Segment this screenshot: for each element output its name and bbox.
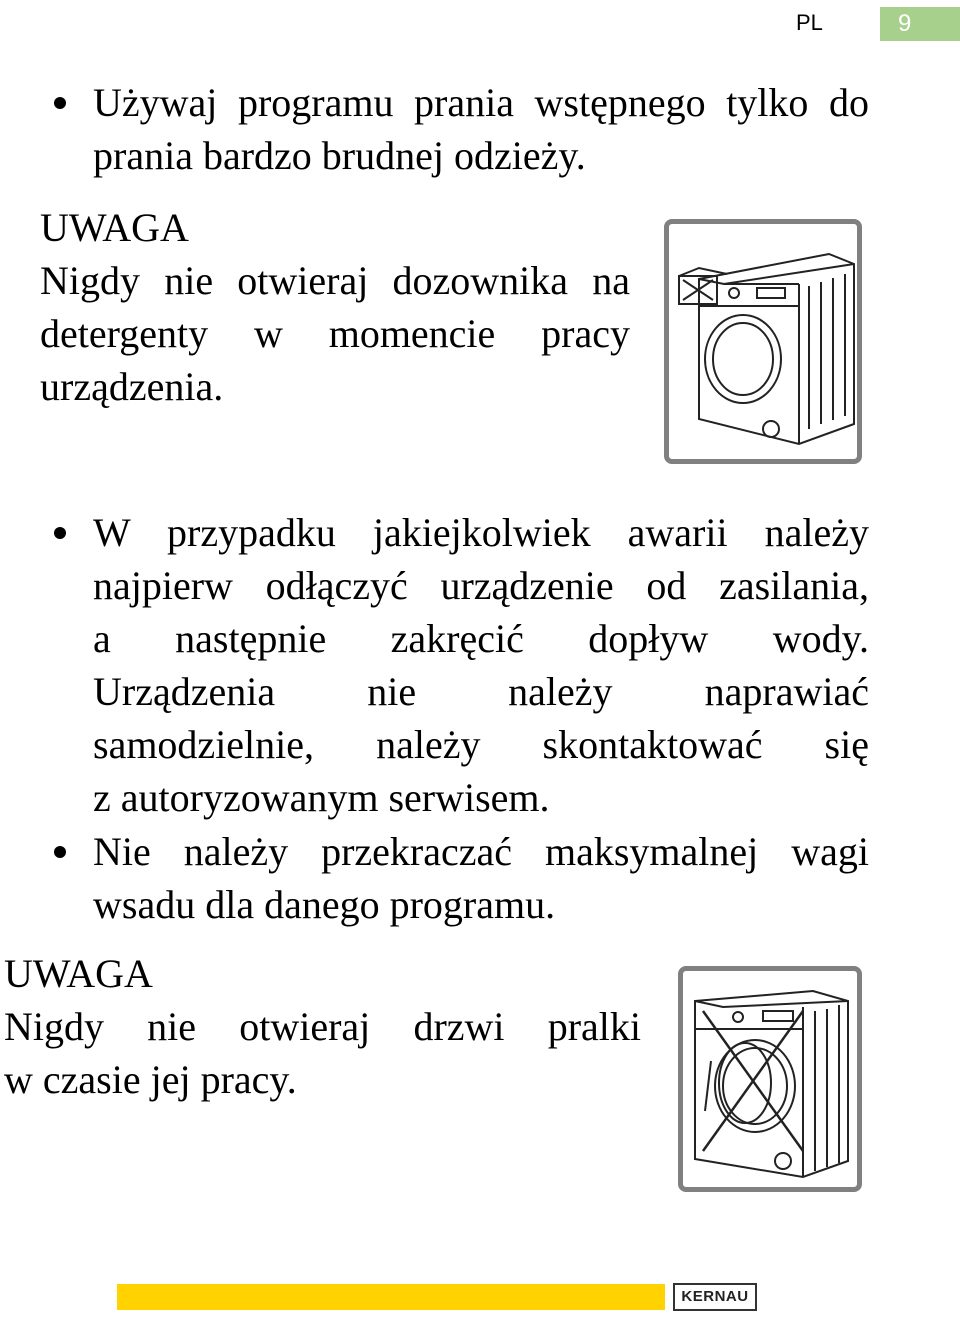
detergent-drawer-illustration [664, 219, 862, 464]
bullet2-line5: samodzielnie, należy skontaktować się [93, 722, 869, 767]
page-number: 9 [880, 7, 960, 41]
note1-title: UWAGA [40, 205, 189, 250]
washing-machine-detergent-drawer-crossed-icon [669, 224, 857, 459]
bullet1-line1: Używaj programu prania wstępnego tylko do [93, 80, 869, 125]
bullet2-line1: W przypadku jakiejkolwiek awarii należy [93, 510, 869, 555]
note1-line1: Nigdy nie otwieraj dozownika na [40, 258, 630, 303]
note2-line1: Nigdy nie otwieraj drzwi pralki [4, 1004, 641, 1049]
bullet-dot [54, 527, 66, 539]
note2-title: UWAGA [4, 951, 153, 996]
bullet-dot [54, 846, 66, 858]
bullet-dot [54, 97, 66, 109]
bullet3-line1: Nie należy przekraczać maksymalnej wagi [93, 829, 869, 874]
door-illustration [678, 966, 862, 1192]
bullet2-line6: z autoryzowanym serwisem. [93, 775, 550, 820]
note1-line2: detergenty w momencie pracy [40, 311, 630, 356]
language-label: PL [796, 10, 823, 35]
washing-machine-open-door-crossed-icon [683, 971, 857, 1187]
footer-accent-bar [117, 1284, 665, 1310]
bullet2-line2: najpierw odłączyć urządzenie od zasilania, [93, 563, 869, 608]
brand-logo: KERNAU [673, 1283, 757, 1311]
note1-line3: urządzenia. [40, 364, 224, 409]
bullet3-line2: wsadu dla danego programu. [93, 882, 556, 927]
note2-line2: w czasie jej pracy. [4, 1057, 297, 1102]
bullet1-line2: prania bardzo brudnej odzieży. [93, 133, 586, 178]
bullet2-line3: a następnie zakręcić dopływ wody. [93, 616, 869, 661]
bullet2-line4: Urządzenia nie należy naprawiać [93, 669, 869, 714]
